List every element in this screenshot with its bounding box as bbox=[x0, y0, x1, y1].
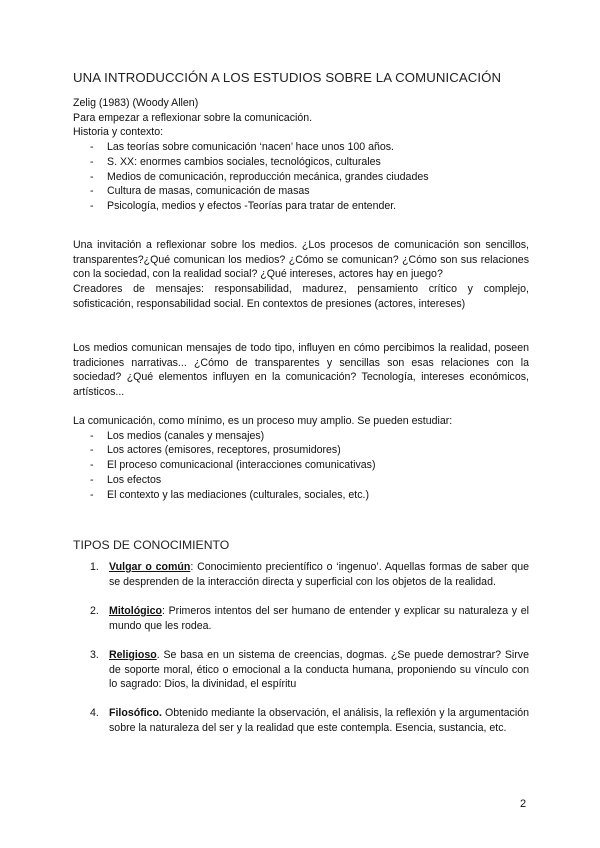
study-lead: La comunicación, como mínimo, es un proceso muy amplio. Se pueden estudiar: bbox=[73, 415, 453, 427]
intro-line: Para empezar a reflexionar sobre la comunicación. bbox=[73, 111, 313, 124]
paragraph: Una invitación a reflexionar sobre los medios. ¿Los procesos de comunicación son sencillos, transparentes?¿Qué comunican los medios? ¿Cómo se comunican? ¿Cómo son sus relaciones con la sociedad, con la realidad social? ¿Qué intereses, actores hay en juego? bbox=[73, 239, 529, 281]
context-heading: Historia y contexto: bbox=[73, 126, 164, 139]
list-item: - El proceso comunicacional (interacciones comunicativas) bbox=[73, 458, 529, 473]
section-heading: TIPOS DE CONOCIMIENTO bbox=[73, 538, 230, 552]
item-number: 4. bbox=[90, 707, 99, 720]
list-item: - Los medios (canales y mensajes) bbox=[73, 429, 529, 444]
tipos-list bbox=[73, 560, 529, 736]
study-list bbox=[73, 429, 529, 503]
list-item: - Cultura de masas, comunicación de masas bbox=[73, 184, 529, 199]
film-reference: Zelig (1983) (Woody Allen) bbox=[73, 97, 199, 109]
list-item: - Psicología, medios y efectos -Teorías para tratar de entender. bbox=[73, 199, 529, 214]
intro-section bbox=[73, 96, 529, 214]
item-number: 2. bbox=[90, 604, 99, 617]
context-list bbox=[73, 140, 529, 214]
term-separator: . bbox=[156, 648, 160, 661]
list-item: - El contexto y las mediaciones (culturales, sociales, etc.) bbox=[73, 488, 529, 503]
list-item: - Las teorías sobre comunicación ‘nacen’ hace unos 100 años. bbox=[73, 140, 529, 155]
definition: Primeros intentos del ser humano de entender y explicar su naturaleza y el mundo que les rodea. bbox=[109, 604, 529, 632]
list-item bbox=[73, 706, 529, 735]
list-item: - S. XX: enormes cambios sociales, tecnológicos, culturales bbox=[73, 155, 529, 170]
list-item bbox=[73, 648, 529, 692]
page-title: UNA INTRODUCCIÓN A LOS ESTUDIOS SOBRE LA COMUNICACIÓN bbox=[73, 70, 502, 85]
term: Vulgar o común bbox=[109, 561, 191, 573]
definition: Se basa en un sistema de creencias, dogmas. ¿Se puede demostrar? Sirve de soporte moral, ético o emocional a la conducta humana, proponiendo su vínculo con lo sagrado: Dios, la divinidad, el espíritu bbox=[109, 648, 529, 691]
list-item: - Los efectos bbox=[73, 473, 529, 488]
definition: Obtenido mediante la observación, el análisis, la reflexión y la argumentación sobre la naturaleza del ser y la realidad que este contempla. Esencia, sustancia, etc. bbox=[109, 707, 529, 735]
term: Religioso bbox=[109, 648, 157, 661]
study-section bbox=[73, 414, 529, 502]
term: Filosófico. bbox=[109, 707, 162, 720]
list-item: - Los actores (emisores, receptores, prosumidores) bbox=[73, 443, 529, 458]
list-item bbox=[73, 560, 529, 589]
paragraph: Creadores de mensajes: responsabilidad, madurez, pensamiento crítico y complejo, sofisticación, responsabilidad social. En contextos de presiones (actores, intereses) bbox=[73, 283, 529, 310]
list-item bbox=[73, 604, 529, 633]
media-section bbox=[73, 341, 529, 400]
reflection-section bbox=[73, 238, 529, 312]
term-separator: : bbox=[190, 561, 194, 573]
item-number: 1. bbox=[90, 561, 99, 573]
paragraph: Los medios comunican mensajes de todo tipo, influyen en cómo percibimos la realidad, poseen tradiciones narrativas... ¿Cómo de transparentes y sencillas son esas relaciones con la sociedad? ¿Qué elementos influyen en la comunicación? Tecnología, intereses económicos, artísticos... bbox=[73, 342, 529, 399]
definition: Conocimiento precientífico o ‘ingenuo’. Aquellas formas de saber que se desprenden de la interacción directa y superficial con los objetos de la realidad. bbox=[109, 561, 529, 588]
item-number: 3. bbox=[90, 648, 99, 661]
term: Mitológico bbox=[109, 604, 162, 617]
page-number: 2 bbox=[520, 798, 527, 810]
term-separator: : bbox=[161, 604, 165, 617]
tipos-section bbox=[73, 560, 529, 750]
list-item: - Medios de comunicación, reproducción mecánica, grandes ciudades bbox=[73, 170, 529, 185]
